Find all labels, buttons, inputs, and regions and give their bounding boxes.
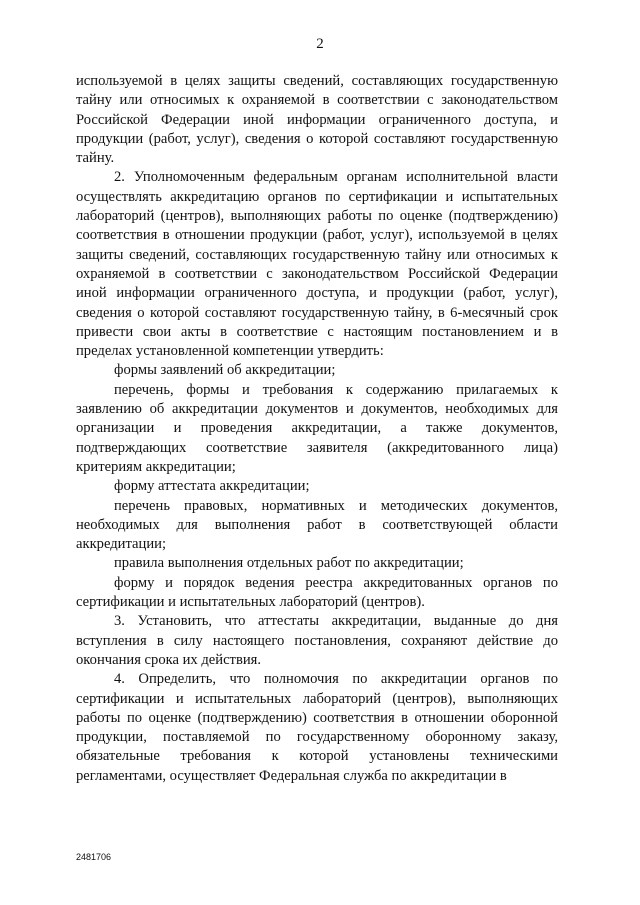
page-number: 2	[316, 36, 324, 52]
list-item-certificate-form: форму аттестата аккредитации;	[114, 478, 310, 495]
document-body	[76, 72, 558, 786]
paragraph-continuation: используемой в целях защиты сведений, составляющих государственную тайну или относимых к охраняемой в соответствии с законодательством Российской Федерации иной информации ограниченного доступа, и продукции (работ, услуг), сведения о которой составляют государственную тайну.	[76, 73, 558, 167]
document-code: 2481706	[76, 852, 112, 862]
list-item-work-rules: правила выполнения отдельных работ по аккредитации;	[114, 555, 464, 572]
paragraph-4: 4. Определить, что полномочия по аккредитации органов по сертификации и испытательных лабораторий (центров), выполняющих работы по оценке (подтверждению) соответствия в отношении оборонной продукции, поставляемой по государственному оборонному заказу, обязательные требования к которой установлены техническими регламентами, осуществляет Федеральная служба по аккредитации в	[76, 671, 558, 784]
list-item-normative-documents: перечень правовых, нормативных и методических документов, необходимых для выполнения работ в соответствующей области аккредитации;	[76, 497, 558, 553]
paragraph-3: 3. Установить, что аттестаты аккредитации, выданные до дня вступления в силу настоящего постановления, сохраняют действие до окончания срока их действия.	[76, 613, 558, 668]
list-item-documents-list: перечень, формы и требования к содержанию прилагаемых к заявлению об аккредитации документов и документов, необходимых для организации и проведения аккредитации, а также документов, подтверждающих соответствие заявителя (аккредитованного лица) критериям аккредитации;	[76, 381, 558, 475]
list-item-registry-form: форму и порядок ведения реестра аккредитованных органов по сертификации и испытательных лабораторий (центров).	[76, 574, 558, 611]
paragraph-2: 2. Уполномоченным федеральным органам исполнительной власти осуществлять аккредитацию органов по сертификации и испытательных лабораторий (центров), выполняющих работы по оценке (подтверждению) соответствия в отношении продукции (работ, услуг), используемой в целях защиты сведений, составляющих государственную тайну или относимых к охраняемой в соответствии с законодательством Российской Федерации иной информации ограниченного доступа, и продукции (работ, услуг), сведения о которой составляют государственную тайну, в 6-месячный срок привести свои акты в соответствие с настоящим постановлением и в пределах установленной компетенции утвердить:	[76, 169, 558, 360]
list-item-application-forms: формы заявлений об аккредитации;	[114, 362, 336, 379]
